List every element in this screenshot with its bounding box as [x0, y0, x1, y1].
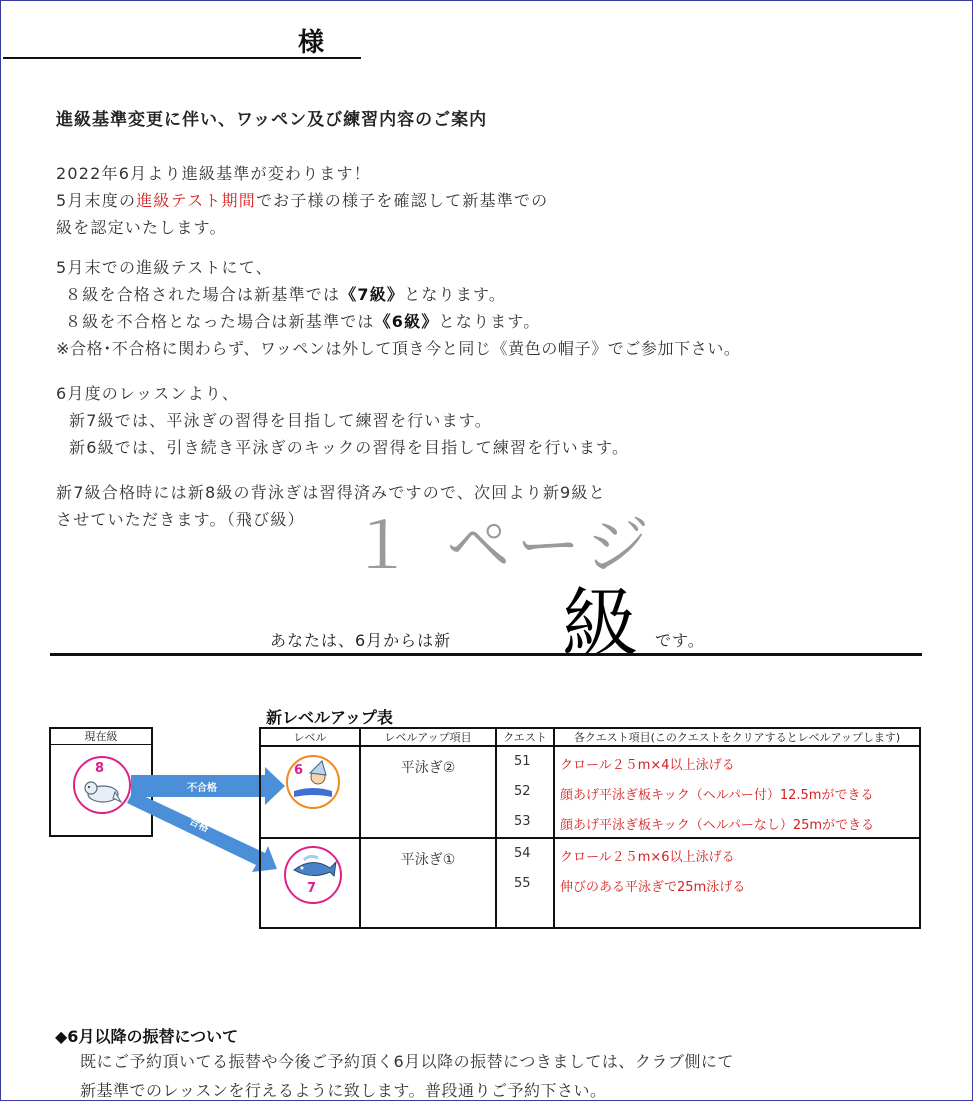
- header-quest: クエスト: [496, 728, 554, 746]
- test-note: ※合格･不合格に関わらず、ワッペンは外して頂き今と同じ《黄色の帽子》でご参加下さい。: [56, 339, 741, 358]
- level-6-item: 平泳ぎ②: [400, 760, 456, 776]
- level-6-badge: [286, 755, 340, 809]
- fail-arrow-label: 不合格: [187, 783, 217, 794]
- current-level-header: 現在級: [51, 729, 151, 745]
- lesson-line-2: 新7級では、平泳ぎの習得を目指して練習を行います。: [69, 411, 492, 430]
- quest-54-text: クロール２５m×6以上泳げる: [560, 850, 735, 865]
- quest-53-text: 顔あげ平泳ぎ板キック（ヘルパーなし）25mができる: [560, 818, 875, 833]
- page-heading: 進級基準変更に伴い、ワッペン及び練習内容のご案内: [56, 110, 488, 130]
- lesson-line-1: 6月度のレッスンより、: [56, 384, 240, 403]
- current-level-badge: [73, 756, 131, 814]
- your-level-underline: [50, 653, 922, 656]
- fish-icon: [286, 848, 340, 902]
- lesson-line-3: 新6級では、引き続き平泳ぎのキックの習得を目指して練習を行います。: [69, 438, 630, 457]
- quest-54-num: 54: [514, 846, 531, 861]
- name-underline: [3, 57, 361, 59]
- test-line-2: ８級を合格された場合は新基準では《7級》となります。: [65, 285, 507, 304]
- quest-52-text: 顔あげ平泳ぎ板キック（ヘルパー付）12.5mができる: [560, 788, 874, 803]
- quest-51-num: 51: [514, 754, 531, 769]
- transfer-title: ◆6月以降の振替について: [55, 1027, 239, 1046]
- level-up-table: [259, 727, 921, 929]
- page-watermark: １ ページ: [350, 510, 656, 584]
- intro-line-3: 級を認定いたします。: [56, 218, 227, 237]
- current-level-number: 8: [95, 761, 105, 776]
- skip-line-1: 新7級合格時には新8級の背泳ぎは習得済みですので、次回より新9級と: [56, 483, 606, 502]
- test-line-3: ８級を不合格となった場合は新基準では《6級》となります。: [65, 312, 541, 331]
- seal-icon: [75, 758, 129, 812]
- level-6-number: 6: [294, 763, 304, 778]
- test-period-highlight: 進級テスト期間: [136, 191, 256, 210]
- header-quest-items: 各クエスト項目(このクエストをクリアするとレベルアップします): [554, 728, 920, 746]
- intro-paragraph: [56, 160, 548, 241]
- pass-arrow-label: 合格: [187, 816, 211, 835]
- level-7-badge: [284, 846, 342, 904]
- name-suffix: 様: [298, 28, 325, 58]
- lesson-paragraph: [56, 380, 629, 461]
- transfer-line-1: 既にご予約頂いてる振替や今後ご予約頂く6月以降の振替につきましては、クラブ側にて: [80, 1052, 734, 1071]
- level-7-item: 平泳ぎ①: [400, 852, 456, 868]
- your-level-suffix: です。: [655, 631, 705, 650]
- table-row-level-6: [260, 746, 920, 838]
- test-results-paragraph: [56, 254, 741, 362]
- transfer-line-2: 新基準でのレッスンを行えるように致します。普段通りご予約下さい。: [80, 1081, 607, 1100]
- quest-53-num: 53: [514, 814, 531, 829]
- test-line-1: 5月末での進級テストにて、: [56, 258, 273, 277]
- swimmer-icon: [288, 757, 338, 807]
- level-table-header-row: [260, 728, 920, 746]
- transfer-body: [80, 1047, 734, 1105]
- intro-line-2: 5月末度の進級テスト期間でお子様の様子を確認して新基準での: [56, 191, 549, 210]
- header-level: レベル: [260, 728, 360, 746]
- quest-55-text: 伸びのある平泳ぎで25m泳げる: [560, 880, 746, 895]
- intro-line-1: 2022年6月より進級基準が変わります！: [56, 164, 371, 183]
- quest-55-num: 55: [514, 876, 531, 891]
- level-7-number: 7: [307, 881, 317, 896]
- header-item: レベルアップ項目: [360, 728, 496, 746]
- your-level-kyu: 級: [562, 579, 638, 668]
- your-level-prefix: あなたは、6月からは新: [270, 631, 452, 650]
- skip-line-2: させていただきます。（飛び級）: [56, 510, 305, 529]
- level-table-title: 新レベルアップ表: [266, 708, 393, 727]
- quest-52-num: 52: [514, 784, 531, 799]
- quest-51-text: クロール２５m×4以上泳げる: [560, 758, 735, 773]
- table-row-level-7: [260, 838, 920, 928]
